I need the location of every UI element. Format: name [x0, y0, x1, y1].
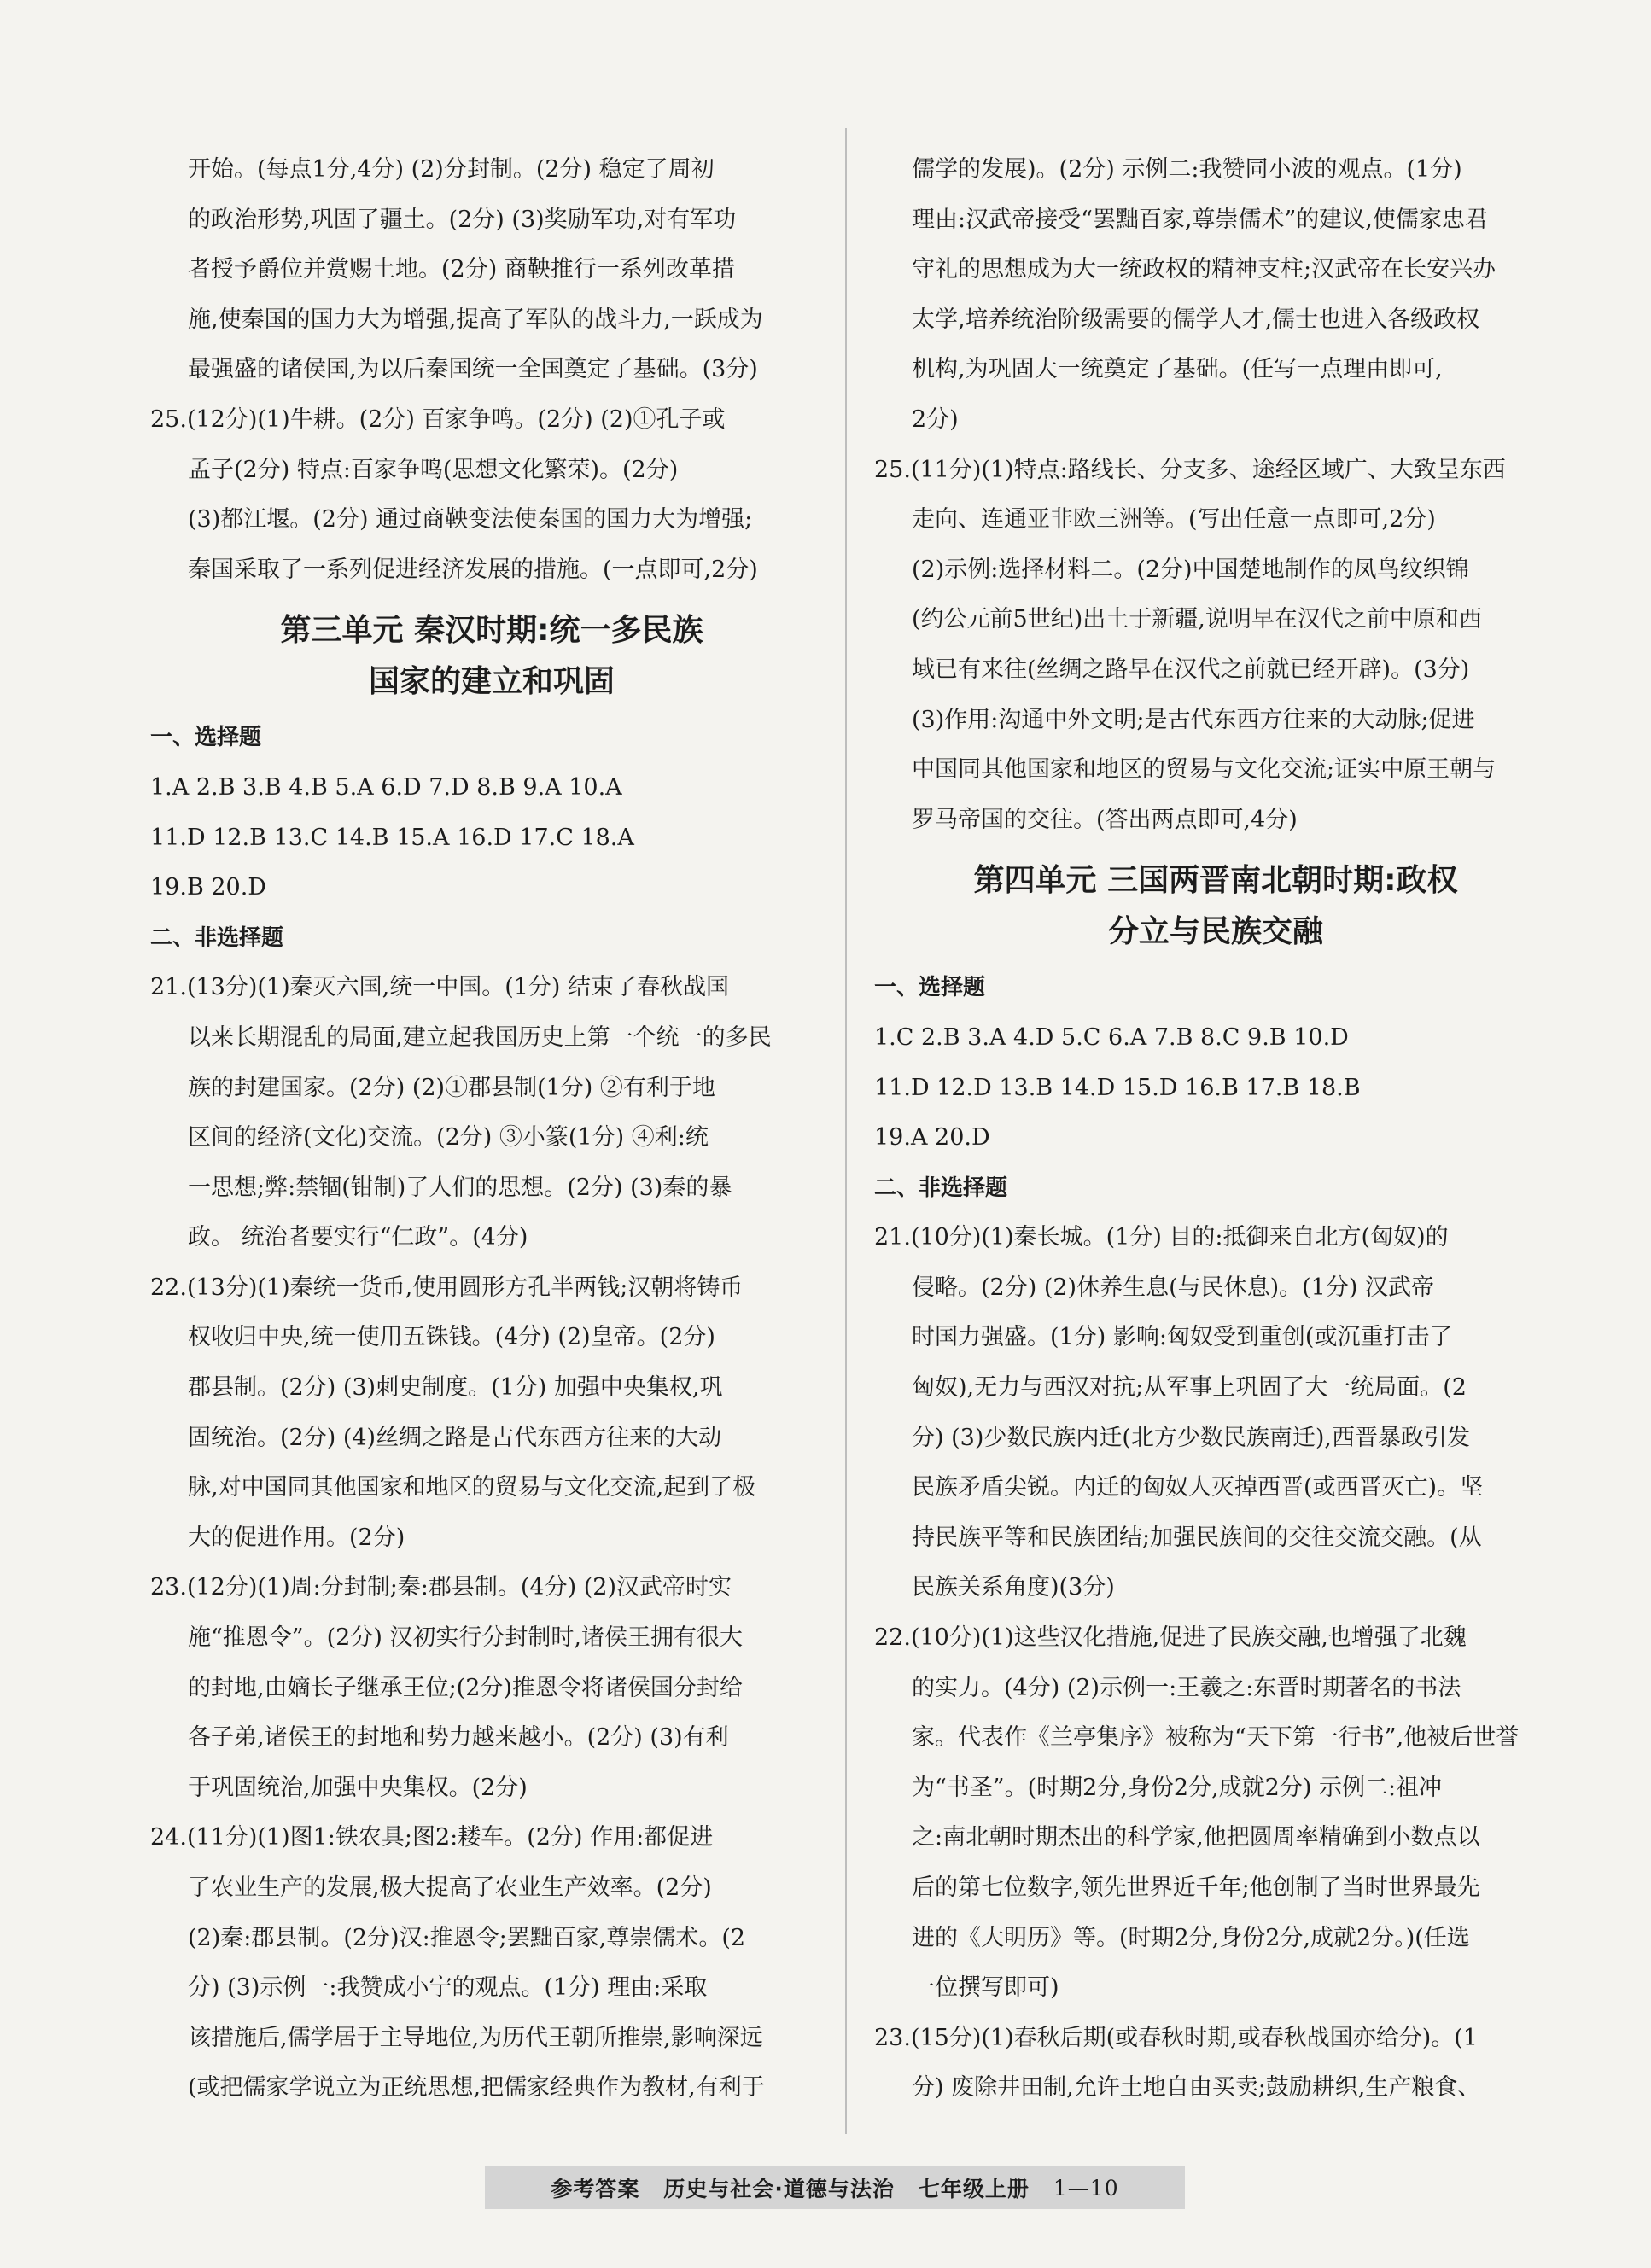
left-column [150, 145, 833, 2113]
text-line: 机构,为巩固大一统奠定了基础。(任写一点理由即可, [912, 356, 1443, 383]
choice-answers [874, 1013, 1557, 1163]
text-line: 罗马帝国的交往。(答出两点即可,4分) [912, 806, 1298, 833]
text-line: 孟子(2分) 特点:百家争鸣(思想文化繁荣)。(2分) [188, 456, 679, 483]
text-line: 脉,对中国同其他国家和地区的贸易与文化交流,起到了极 [188, 1474, 756, 1501]
text-line: 21.(13分)(1)秦灭六国,统一中国。(1分) 结束了春秋战国 [150, 974, 730, 1001]
page-footer [485, 2166, 1185, 2209]
text-line: 23.(12分)(1)周:分封制;秦:郡县制。(4分) (2)汉武帝时实 [150, 1574, 732, 1601]
text-line: 政。 统治者要实行“仁政”。(4分) [188, 1224, 528, 1251]
text-line: 后的第七位数字,领先世界近千年;他创制了当时世界最先 [912, 1874, 1480, 1901]
choice-line: 1.C 2.B 3.A 4.D 5.C 6.A 7.B 8.C 9.B 10.D [874, 1023, 1349, 1051]
choice-answers [150, 763, 833, 913]
text-line: 进的《大明历》等。(时期2分,身份2分,成就2分。)(任选 [912, 1924, 1470, 1951]
text-line: 民族关系角度)(3分) [912, 1574, 1115, 1601]
choice-line: 11.D 12.B 13.C 14.B 15.A 16.D 17.C 18.A [150, 824, 634, 851]
unit-3-title-line-2: 国家的建立和巩固 [368, 664, 615, 700]
footer-grade: 七年级上册 [918, 2177, 1030, 2201]
footer-subject: 历史与社会·道德与法治 [663, 2177, 895, 2201]
text-line: 区间的经济(文化)交流。(2分) ③小篆(1分) ④利:统 [188, 1124, 709, 1151]
text-line: (3)作用:沟通中外文明;是古代东西方往来的大动脉;促进 [912, 706, 1475, 733]
unit-4-title-line-1: 第四单元 三国两晋南北朝时期:政权 [973, 863, 1458, 899]
text-line: 理由:汉武帝接受“罢黜百家,尊崇儒术”的建议,使儒家忠君 [912, 206, 1488, 233]
text-line: 儒学的发展)。(2分) 示例二:我赞同小波的观点。(1分) [912, 156, 1462, 183]
text-line: 太学,培养统治阶级需要的儒学人才,儒士也进入各级政权 [912, 306, 1480, 333]
text-line: 一思想;弊:禁锢(钳制)了人们的思想。(2分) (3)秦的暴 [188, 1174, 732, 1201]
unit-4-title-line-2: 分立与民族交融 [1107, 914, 1323, 950]
text-line: 的封地,由嫡长子继承王位;(2分)推恩令将诸侯国分封给 [188, 1674, 743, 1701]
nonchoice-section-heading: 二、非选择题 [150, 924, 284, 951]
text-line: 分) (3)少数民族内迁(北方少数民族南迁),西晋暴政引发 [912, 1424, 1471, 1451]
choice-line: 19.B 20.D [150, 874, 266, 901]
text-line: 的政治形势,巩固了疆土。(2分) (3)奖励军功,对有军功 [188, 206, 737, 233]
text-line: 23.(15分)(1)春秋后期(或春秋时期,或春秋战国亦给分)。(1 [874, 2024, 1478, 2051]
text-line: 时国力强盛。(1分) 影响:匈奴受到重创(或沉重打击了 [912, 1324, 1453, 1351]
text-line: (或把儒家学说立为正统思想,把儒家经典作为教材,有利于 [188, 2074, 765, 2102]
text-line: 民族矛盾尖锐。内迁的匈奴人灭掉西晋(或西晋灭亡)。坚 [912, 1474, 1484, 1501]
text-line: 施,使秦国的国力大为增强,提高了军队的战斗力,一跃成为 [188, 306, 763, 333]
text-line: 族的封建国家。(2分) (2)①郡县制(1分) ②有利于地 [188, 1074, 715, 1101]
text-line: 侵略。(2分) (2)休养生息(与民休息)。(1分) 汉武帝 [912, 1274, 1434, 1301]
choice-line: 19.A 20.D [874, 1124, 990, 1151]
right-column [874, 145, 1557, 2113]
text-line: 该措施后,儒学居于主导地位,为历代王朝所推崇,影响深远 [188, 2024, 763, 2051]
text-line: 各子弟,诸侯王的封地和势力越来越小。(2分) (3)有利 [188, 1724, 729, 1752]
left-intro-block [150, 145, 833, 395]
text-line: 域已有来往(丝绸之路早在汉代之前就已经开辟)。(3分) [912, 656, 1470, 683]
text-line: 于巩固统治,加强中央集权。(2分) [188, 1774, 528, 1801]
text-line: 为“书圣”。(时期2分,身份2分,成就2分) 示例二:祖冲 [912, 1774, 1443, 1801]
left-question-25 [150, 395, 833, 595]
text-line: 开始。(每点1分,4分) (2)分封制。(2分) 稳定了周初 [188, 156, 715, 183]
text-line: (2)秦:郡县制。(2分)汉:推恩令;罢黜百家,尊崇儒术。(2 [188, 1924, 746, 1951]
text-line: (3)都江堰。(2分) 通过商鞅变法使秦国的国力大为增强; [188, 506, 753, 533]
page-number: 1—10 [1053, 2175, 1119, 2201]
text-line: 者授予爵位并赏赐土地。(2分) 商鞅推行一系列改革措 [188, 256, 735, 283]
text-line: 家。代表作《兰亭集序》被称为“天下第一行书”,他被后世誉 [912, 1724, 1520, 1752]
text-line: 了农业生产的发展,极大提高了农业生产效率。(2分) [188, 1874, 712, 1901]
choice-line: 11.D 12.D 13.B 14.D 15.D 16.B 17.B 18.B [874, 1074, 1361, 1101]
text-line: 之:南北朝时期杰出的科学家,他把圆周率精确到小数点以 [912, 1824, 1480, 1851]
text-line: 25.(11分)(1)特点:路线长、分支多、途经区域广、大致呈东西 [874, 456, 1506, 483]
unit-3-title-line-1: 第三单元 秦汉时期:统一多民族 [280, 613, 703, 649]
text-line: (约公元前5世纪)出土于新疆,说明早在汉代之前中原和西 [912, 606, 1482, 633]
text-line: 走向、连通亚非欧三洲等。(写出任意一点即可,2分) [912, 506, 1436, 533]
text-line: 大的促进作用。(2分) [188, 1524, 405, 1551]
text-line: 分) (3)示例一:我赞成小宁的观点。(1分) 理由:采取 [188, 1974, 708, 2002]
text-line: 持民族平等和民族团结;加强民族间的交往交流交融。(从 [912, 1524, 1482, 1551]
text-line: 最强盛的诸侯国,为以后秦国统一全国奠定了基础。(3分) [188, 356, 758, 383]
right-question-25 [874, 446, 1557, 846]
nonchoice-answers [150, 963, 833, 2113]
text-line: 秦国采取了一系列促进经济发展的措施。(一点即可,2分) [188, 556, 758, 583]
text-line: 22.(10分)(1)这些汉化措施,促进了民族交融,也增强了北魏 [874, 1624, 1467, 1652]
text-line: (2)示例:选择材料二。(2分)中国楚地制作的凤鸟纹织锦 [912, 556, 1469, 583]
choice-section-heading: 一、选择题 [150, 725, 262, 751]
footer-label: 参考答案 [551, 2177, 640, 2201]
text-line: 的实力。(4分) (2)示例一:王羲之:东晋时期著名的书法 [912, 1674, 1461, 1701]
text-line: 2分) [912, 405, 959, 433]
nonchoice-answers [874, 1213, 1557, 2113]
text-line: 25.(12分)(1)牛耕。(2分) 百家争鸣。(2分) (2)①孔子或 [150, 405, 726, 433]
choice-section-heading: 一、选择题 [874, 975, 986, 1001]
text-line: 守礼的思想成为大一统政权的精神支柱;汉武帝在长安兴办 [912, 256, 1496, 283]
text-line: 一位撰写即可) [912, 1974, 1059, 2002]
right-intro-block [874, 145, 1557, 446]
text-line: 以来长期混乱的局面,建立起我国历史上第一个统一的多民 [188, 1023, 772, 1051]
text-line: 固统治。(2分) (4)丝绸之路是古代东西方往来的大动 [188, 1424, 722, 1451]
text-line: 匈奴),无力与西汉对抗;从军事上巩固了大一统局面。(2 [912, 1374, 1467, 1402]
text-line: 施“推恩令”。(2分) 汉初实行分封制时,诸侯王拥有很大 [188, 1624, 744, 1652]
text-line: 权收归中央,统一使用五铢钱。(4分) (2)皇帝。(2分) [188, 1324, 715, 1351]
text-line: 分) 废除井田制,允许土地自由买卖;鼓励耕织,生产粮食、 [912, 2074, 1481, 2102]
nonchoice-section-heading: 二、非选择题 [874, 1175, 1008, 1201]
column-divider [845, 128, 847, 2134]
text-line: 21.(10分)(1)秦长城。(1分) 目的:抵御来自北方(匈奴)的 [874, 1224, 1449, 1251]
choice-line: 1.A 2.B 3.B 4.B 5.A 6.D 7.D 8.B 9.A 10.A [150, 773, 622, 801]
text-line: 22.(13分)(1)秦统一货币,使用圆形方孔半两钱;汉朝将铸币 [150, 1274, 744, 1301]
text-line: 24.(11分)(1)图1:铁农具;图2:耧车。(2分) 作用:都促进 [150, 1824, 714, 1851]
text-line: 中国同其他国家和地区的贸易与文化交流;证实中原王朝与 [912, 756, 1496, 784]
text-line: 郡县制。(2分) (3)刺史制度。(1分) 加强中央集权,巩 [188, 1374, 723, 1402]
